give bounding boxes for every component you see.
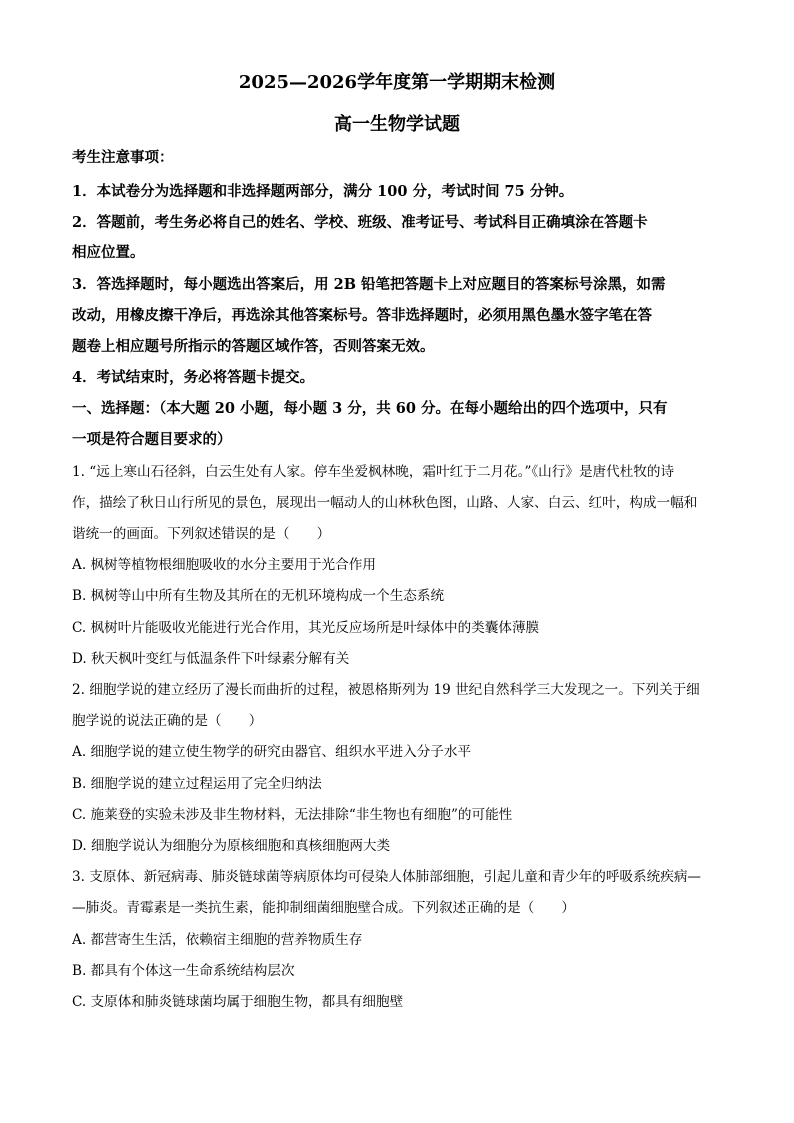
question-3-option-b: B. 都具有个体这一生命系统结构层次 (72, 963, 295, 979)
notice-item-4: 4．考试结束时，务必将答题卡提交。 (72, 369, 315, 386)
exam-subtitle: 高一生物学试题 (334, 114, 460, 135)
question-2-stem-line-2: 胞学说的说法正确的是（ ） (72, 713, 263, 729)
question-1-option-d: D. 秋天枫叶变红与低温条件下叶绿素分解有关 (72, 651, 350, 667)
question-3-stem-line-2: —肺炎。青霉素是一类抗生素，能抑制细菌细胞壁合成。下列叙述正确的是（ ） (72, 900, 575, 916)
question-3-option-a: A. 都营寄生生活，依赖宿主细胞的营养物质生存 (72, 932, 363, 948)
question-1-stem-line-1: 1. “远上寒山石径斜，白云生处有人家。停车坐爱枫林晚，霜叶红于二月花。”《山行》是唐代杜牧的诗 (72, 464, 675, 480)
notice-item-3-line-1: 3．答选择题时，每小题选出答案后，用 2B 铅笔把答题卡上对应题目的答案标号涂黑，如需 (72, 276, 666, 293)
question-1-option-a: A. 枫树等植物根细胞吸收的水分主要用于光合作用 (72, 557, 376, 573)
question-3-option-c: C. 支原体和肺炎链球菌均属于细胞生物，都具有细胞壁 (72, 994, 404, 1010)
question-2-option-c: C. 施莱登的实验未涉及非生物材料，无法排除“非生物也有细胞”的可能性 (72, 807, 513, 823)
section-heading-line-2: 一项是符合题目要求的） (72, 431, 232, 448)
notice-heading: 考生注意事项： (72, 149, 174, 166)
question-2-option-d: D. 细胞学说认为细胞分为原核细胞和真核细胞两大类 (72, 838, 391, 854)
section-heading-line-1: 一、选择题：（本大题 20 小题，每小题 3 分，共 60 分。在每小题给出的四个选项中，只有 (72, 400, 668, 417)
question-2-stem-line-1: 2. 细胞学说的建立经历了漫长而曲折的过程，被恩格斯列为 19 世纪自然科学三大发现之一。下列关于细 (72, 682, 700, 698)
question-2-option-a: A. 细胞学说的建立使生物学的研究由器官、组织水平进入分子水平 (72, 744, 472, 760)
notice-item-1: 1．本试卷分为选择题和非选择题两部分，满分 100 分，考试时间 75 分钟。 (72, 183, 574, 200)
exam-title: 2025—2026学年度第一学期期末检测 (238, 72, 556, 93)
notice-item-2-line-2: 相应位置。 (72, 244, 145, 261)
notice-item-3-line-3: 题卷上相应题号所指示的答题区域作答，否则答案无效。 (72, 338, 435, 355)
question-1-option-b: B. 枫树等山中所有生物及其所在的无机环境构成一个生态系统 (72, 588, 445, 604)
notice-item-3-line-2: 改动，用橡皮擦干净后，再选涂其他答案标号。答非选择题时，必须用黑色墨水签字笔在答 (72, 307, 652, 324)
notice-item-2-line-1: 2．答题前，考生务必将自己的姓名、学校、班级、准考证号、考试科目正确填涂在答题卡 (72, 214, 648, 231)
question-3-stem-line-1: 3. 支原体、新冠病毒、肺炎链球菌等病原体均可侵染人体肺部细胞，引起儿童和青少年的呼吸系统疾病— (72, 869, 702, 885)
question-1-option-c: C. 枫树叶片能吸收光能进行光合作用，其光反应场所是叶绿体中的类囊体薄膜 (72, 620, 540, 636)
question-1-stem-line-2: 作，描绘了秋日山行所见的景色，展现出一幅动人的山林秋色图，山路、人家、白云、红叶，构成一幅和 (72, 495, 698, 511)
question-1-stem-line-3: 谐统一的画面。下列叙述错误的是（ ） (72, 526, 331, 542)
question-2-option-b: B. 细胞学说的建立过程运用了完全归纳法 (72, 776, 322, 792)
